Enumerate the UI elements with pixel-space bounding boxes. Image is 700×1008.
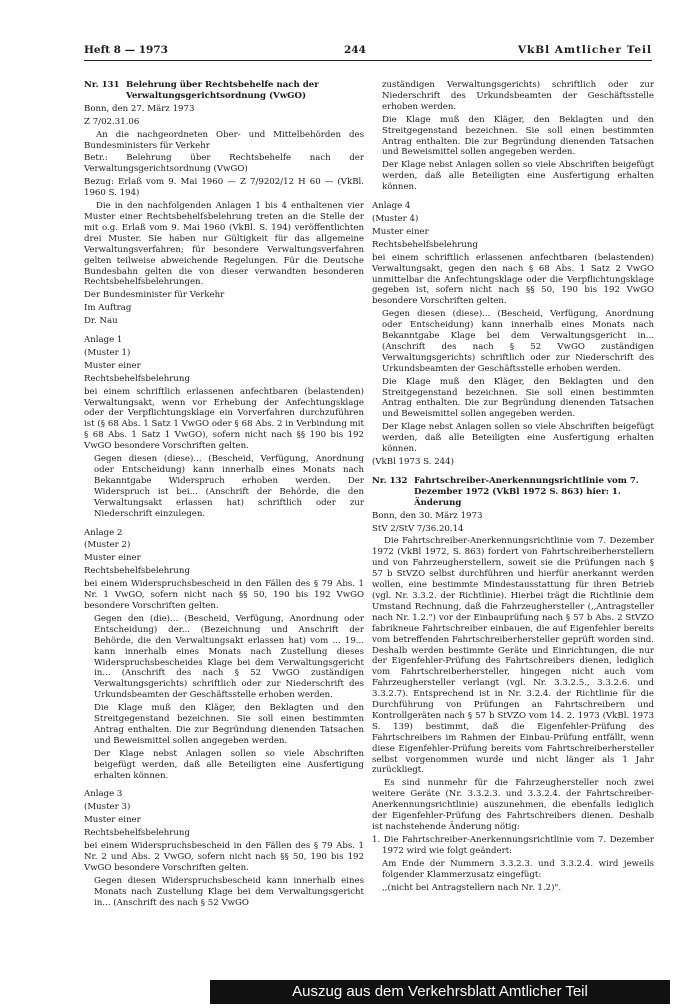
paragraph: Rechtsbehelfsbelehrung [84,566,190,577]
paragraph: Bonn, den 30. März 1973 [372,510,483,521]
paragraph: Z 7/02.31.06 [84,116,140,127]
paragraph: bei einem schriftlich erlassenen anfechtbaren (belastenden) Verwaltungsakt, gegen den nach § 68 Abs. 1 Satz 2 VwGO unmittelbar die Anfechtungsklage oder die Verpflichtungsklage gegeben ist, sofern nicht nach §§ 50, 190 bis 192 VwGO besondere Vorschriften gelten. [372,252,654,307]
notice-heading [84,80,364,102]
footer-banner: Auszug aus dem Verkehrsblatt Amtlicher Teil [210,980,670,1004]
paragraph: Anlage 3 [84,789,123,800]
paragraph: Anlage 4 [372,201,411,212]
notice-number: Nr. 131 [84,80,120,90]
paragraph: StV 2/StV 7/36.20.14 [372,523,464,534]
paragraph: (Muster 1) [84,347,131,358]
paragraph: Gegen den (die)... (Bescheid, Verfügung, Anordnung oder Entscheidung) der... (Bezeichnung und Anschrift der Behörde, die den Verwaltungsakt erlassen hat) vom ... 19... kann innerhalb eines Monats nach Zustellung dieses Widerspruchsbescheides Klage bei dem Verwaltungsgericht in... (Anschrift des nach § 52 VwGO zuständigen Verwaltungsgerichts) schriftlich oder zur Niederschrift des Urkundsbeamten der Geschäftsstelle erhoben werden. [94,613,364,701]
paragraph: 1. Die Fahrtschreiber-Anerkennungsrichtlinie vom 7. Dezember 1972 wird wie folgt geändert: [372,834,654,856]
paragraph: Rechtsbehelfsbelehrung [372,239,478,250]
paragraph: ,,(nicht bei Antragstellern nach Nr. 1.2)". [382,882,562,893]
paragraph: bei einem schriftlich erlassenen anfechtbaren (belastenden) Verwaltungsakt, wenn vor Erhebung der Anfechtungsklage oder der Verpflichtungsklage ein Vorverfahren durchzuführen ist (§ 68 Abs. 1 Satz 1 VwGO oder § 68 Abs. 2 in Verbindung mit § 68 Abs. 1 Satz 1 VwGO), sofern nicht nach §§ 190 bis 192 VwGO besondere Vorschriften gelten. [84,386,364,452]
paragraph: Die Klage muß den Kläger, den Beklagten und den Streitgegenstand bezeichnen. Sie soll einen bestimmten Antrag enthalten. Die zur Begründung dienenden Tatsachen und Beweismittel sollen angegeben werden. [382,114,654,158]
paragraph: (Muster 3) [84,802,131,813]
paragraph: (Muster 4) [372,213,419,224]
right-column [372,80,654,895]
paragraph: Bezug: Erlaß vom 9. Mai 1960 — Z 7/9202/12 H 60 — (VkBl. 1960 S. 194) [84,177,364,199]
notice-heading [372,476,654,509]
paragraph: Es sind nunmehr für die Fahrzeughersteller noch zwei weitere Geräte (Nr. 3.3.2.3. und 3.3.2.4. der Fahrtschreiber-Anerkennungsrichtlinie) auszunehmen, die ebenfalls lediglich der Eigenfehler-Prüfung des Fahrtschreibers dienen. Deshalb ist nachstehende Änderung nötig: [372,778,654,832]
paragraph: Der Klage nebst Anlagen sollen so viele Abschriften beigefügt werden, daß alle Beteiligten eine Ausfertigung erhalten können. [382,160,654,193]
left-column [84,80,364,911]
paragraph: Die Klage muß den Kläger, den Beklagten und den Streitgegenstand bezeichnen. Sie soll einen bestimmten Antrag enthalten. Die zur Begründung dienenden Tatsachen und Beweismittel sollen angegeben werden. [382,376,654,420]
notice-title: Fahrtschreiber-Anerkennungsrichtlinie vom 7. Dezember 1972 (VkBl 1972 S. 863) hier: 1. Änderung [414,475,639,508]
notice-title: Belehrung über Rechtsbehelfe nach der Verwaltungsgerichtsordnung (VwGO) [126,80,319,101]
paragraph: Rechtsbehelfsbelehrung [84,373,190,384]
paragraph: An die nachgeordneten Ober- und Mittelbehörden des Bundesministers für Verkehr [84,129,364,151]
paragraph: Der Klage nebst Anlagen sollen so viele Abschriften beigefügt werden, daß alle Beteiligten eine Ausfertigung erhalten können. [94,748,364,781]
paragraph: zuständigen Verwaltungsgerichts) schriftlich oder zur Niederschrift des Urkundsbeamten der Geschäftsstelle erhoben werden. [382,80,654,112]
paragraph: Bonn, den 27. März 1973 [84,103,195,114]
paragraph: Gegen diesen Widerspruchsbescheid kann innerhalb eines Monats nach Zustellung Klage bei dem Verwaltungsgericht in... (Anschrift des nach § 52 VwGO [94,875,364,908]
paragraph: bei einem Widerspruchsbescheid in den Fällen des § 79 Abs. 1 Nr. 2 und Abs. 2 VwGO, sofern nicht nach §§ 50, 190 bis 192 VwGO besondere Vorschriften gelten. [84,841,364,873]
paragraph: Die Klage muß den Kläger, den Beklagten und den Streitgegenstand bezeichnen. Sie soll einen bestimmten Antrag enthalten. Die zur Begründung dienenden Tatsachen und Beweismittel sollen angegeben werden. [94,703,364,746]
paragraph: Der Bundesminister für Verkehr [84,290,225,301]
paragraph: Die in den nachfolgenden Anlagen 1 bis 4 enthaltenen vier Muster einer Rechtsbehelfsbelehrung treten an die Stelle der mit o.g. Erlaß vom 9. Mai 1960 (VkBl. S. 194) veröffentlichten drei Muster. Sie haben nur Gültigkeit für das allgemeine Verwaltungsverfahren; für besondere Verwaltungsverfahren gelten teilweise abweichende Regelungen. Für die Deutsche Bundesbahn gelten die von dieser verwandten besonderen Rechtsbehelfsbelehrungen. [84,201,364,288]
paragraph: bei einem Widerspruchsbescheid in den Fällen des § 79 Abs. 1 Nr. 1 VwGO, sofern nicht nach §§ 50, 190 bis 192 VwGO besondere Vorschriften gelten. [84,579,364,611]
paragraph: (VkBl 1973 S. 244) [372,457,454,467]
paragraph: Anlage 2 [84,527,123,538]
issue-label: Heft 8 — 1973 [84,44,168,56]
paragraph: Am Ende der Nummern 3.3.2.3. und 3.3.2.4. wird jeweils folgender Klammerzusatz eingefügt: [382,858,654,880]
notice-number: Nr. 132 [372,475,408,486]
publication-title: VkBl Amtlicher Teil [517,44,652,56]
paragraph: Muster einer [372,226,429,237]
paragraph: Gegen diesen (diese)... (Bescheid, Verfügung, Anordnung oder Entscheidung) kann innerhalb eines Monats nach Bekanntgabe Klage bei dem Verwaltungsgericht in... (Anschrift des nach § 52 VwGO zuständigen Verwaltungsgerichts) schriftlich oder zur Niederschrift des Urkundsbeamten der Geschäftsstelle erhoben werden. [382,309,654,374]
paragraph: Anlage 1 [84,335,123,346]
paragraph: Gegen diesen (diese)... (Bescheid, Verfügung, Anordnung oder Entscheidung) kann innerhalb eines Monats nach Bekanntgabe Widerspruch erhoben werden. Der Widerspruch ist bei... (Anschrift der Behörde, die den Verwaltungsakt erlassen hat) schriftlich oder zur Niederschrift einzulegen. [94,454,364,519]
paragraph: Rechtsbehelfsbelehrung [84,828,190,839]
page-number: 244 [344,44,366,56]
page-header [84,44,652,61]
paragraph: Der Klage nebst Anlagen sollen so viele Abschriften beigefügt werden, daß alle Beteiligten eine Ausfertigung erhalten können. [382,422,654,455]
paragraph: Im Auftrag [84,303,132,314]
paragraph: Muster einer [84,815,141,826]
paragraph: Betr.: Belehrung über Rechtsbehelfe nach der Verwaltungsgerichtsordnung (VwGO) [84,153,364,175]
paragraph: Muster einer [84,360,141,371]
paragraph: Die Fahrtschreiber-Anerkennungsrichtlinie vom 7. Dezember 1972 (VkBl 1972, S. 863) fordert von Fahrtschreiberherstellern und von Fahrzeugherstellern, soweit sie die Prüfungen nach § 57 b StVZO selbst durchführen und hierfür anerkannt werden wollen, eine bestimmte Mindestausstattung für ihren Betrieb (vgl. Nr. 3.3.2. der Richtlinie). Hierbei trägt die Richtlinie dem Umstand Rechnung, daß die Fahrzeughersteller (,,Antragsteller nach Nr. 1.2.") vor der Einbauprüfung nach § 57 b Abs. 2 StVZO fabrikneue Fahrtschreiber einbauen, die auf Eigenfehler bereits vom betreffenden Fahrtschreiberhersteller geprüft worden sind. Deshalb werden bestimmte Geräte und Einrichtungen, die nur der Eigenfehler-Prüfung des Fahrtschreibers dienen, lediglich vom Fahrtschreiberhersteller, hingegen nicht auch vom Fahrzeughersteller verlangt (vgl. Nr. 3.3.2.5., 3.3.2.6. und 3.3.2.7). Entsprechend ist in Nr. 3.2.4. der Richtlinie für die Durchführung von Prüfungen an Fahrtschreibern und Kontrollgeräten nach § 57 b StVZO vom 14. 2. 1973 (VkBl. 1973 S. 139) bestimmt, daß die Eigenfehler-Prüfung des Fahrtschreibers im Rahmen der Einbau-Prüfung entfällt, wenn diese Eigenfehler-Prüfung bereits vom Fahrtschreiberhersteller selbst vorgenommen wurde und nicht länger als 1 Jahr zurückliegt. [372,536,654,776]
paragraph: (Muster 2) [84,540,131,551]
paragraph: Dr. Nau [84,316,118,327]
paragraph: Muster einer [84,553,141,564]
